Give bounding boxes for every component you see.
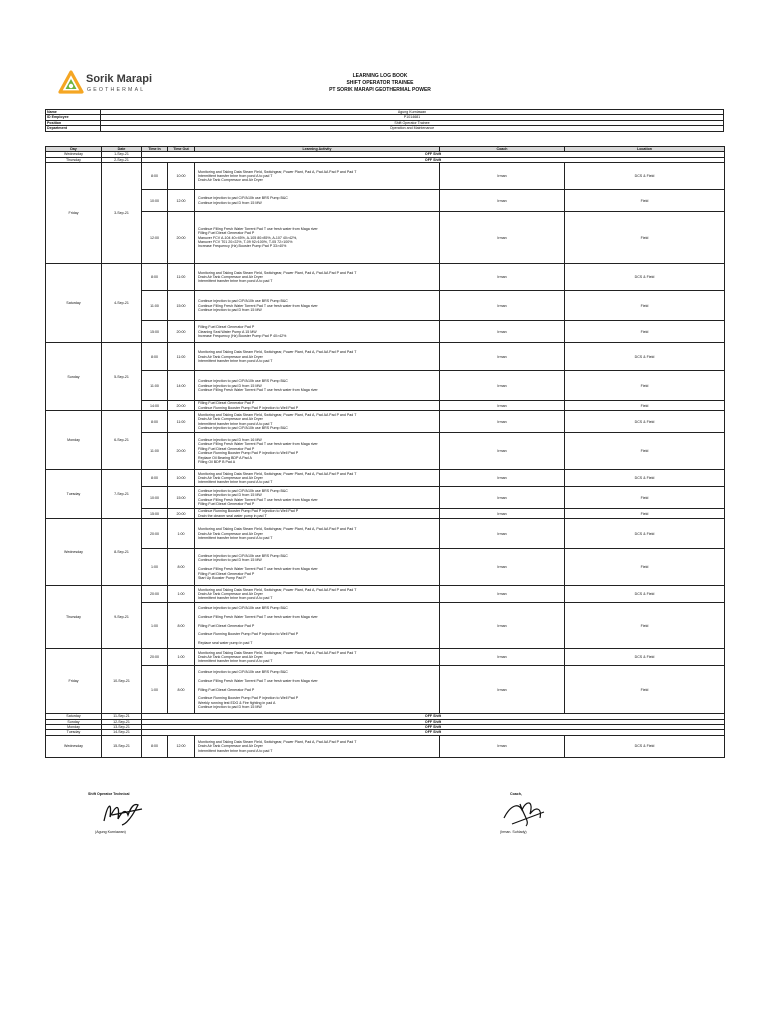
activity-line: Continue Filling Fresh Water Torrent Pad T use fresh water from Maga river xyxy=(198,678,318,683)
time-in-cell: 1:00 xyxy=(142,603,168,649)
time-in-cell: 8:00 xyxy=(142,411,168,433)
coach-cell: Irman xyxy=(440,163,565,190)
coach-cell: Irman xyxy=(440,586,565,603)
location-cell: Field xyxy=(565,190,725,212)
activity-line: Manuver FCV T01 20>22%, T-09 92>100%, T-05 72>100% xyxy=(198,239,293,244)
activity-line: Monitoring and Taking Data Steam Field, Switchgear, Power Plant, Pad A, Pad AA Pad P and Pad T xyxy=(198,527,357,532)
activity-line: Continue Running Booster Pump Pad P injection to Well Pad P xyxy=(198,451,299,456)
time-out-cell: 8:00 xyxy=(168,603,195,649)
location-cell: Field xyxy=(565,603,725,649)
day-cell: Friday xyxy=(46,649,102,714)
activity-cell xyxy=(195,264,440,291)
header-time-out: Time Out xyxy=(168,147,195,152)
activity-line: Continue Running Booster Pump Pad P injection to Well Pad P xyxy=(198,696,299,701)
date-cell: 6-Sep-21 xyxy=(102,411,142,470)
activity-line: Continue injection to pad D from 15 MW xyxy=(198,307,262,312)
activity-line: Drain Air Tank Compressor and Air Dryer xyxy=(198,592,263,597)
activity-line: Continue Filling Fresh Water Torrent Pad T use fresh water from Maga river xyxy=(198,442,318,447)
activity-line: Intermittent transfer brine from pond A to pad T xyxy=(198,535,273,540)
header-time-in: Time In xyxy=(142,147,168,152)
table-row xyxy=(46,212,725,264)
info-label: Position xyxy=(46,120,101,125)
activity-cell xyxy=(195,519,440,549)
activity-line: Intermittent transfer brine from pond A to pad T xyxy=(198,279,273,284)
time-in-cell: 20:00 xyxy=(142,519,168,549)
activity-line: Drain Air Tank Compressor and Air Dryer xyxy=(198,655,263,660)
location-cell: Field xyxy=(565,321,725,343)
time-in-cell: 11:00 xyxy=(142,433,168,470)
table-row xyxy=(46,321,725,343)
activity-cell xyxy=(195,411,440,433)
day-cell: Friday xyxy=(46,163,102,264)
table-row xyxy=(46,666,725,714)
day-cell: Wednesday xyxy=(46,519,102,586)
activity-cell xyxy=(195,735,440,757)
time-in-cell: 8:00 xyxy=(142,735,168,757)
activity-line: Continue injection to pad D from 15 MW xyxy=(198,383,262,388)
activity-line: Increase Frequency (Hz) Booster Pump Pad P 33>40% xyxy=(198,244,287,249)
location-cell: Field xyxy=(565,549,725,586)
table-row xyxy=(46,401,725,411)
info-label: Department xyxy=(46,126,101,131)
info-row xyxy=(46,126,724,131)
activity-line: Filling Fuel Diesel Generator Pad P xyxy=(198,231,255,236)
date-cell: 2-Sep-21 xyxy=(102,157,142,162)
date-cell: 15-Sep-21 xyxy=(102,735,142,757)
activity-cell xyxy=(195,371,440,401)
table-row xyxy=(46,586,725,603)
table-row xyxy=(46,519,725,549)
coach-cell: Irman xyxy=(440,371,565,401)
activity-cell xyxy=(195,509,440,519)
location-cell: Field xyxy=(565,487,725,509)
date-cell: 9-Sep-21 xyxy=(102,586,142,649)
time-in-cell: 1:00 xyxy=(142,666,168,714)
activity-line: Intermittent transfer brine from pond A to pad T xyxy=(198,480,273,485)
coach-cell: Irman xyxy=(440,603,565,649)
activity-line: Monitoring and Taking Data Steam Field, Switchgear, Power Plant, Pad A, Pad AA Pad P and Pad T xyxy=(198,471,357,476)
off-shift-cell: OFF Shift xyxy=(142,719,725,724)
activity-line: Continue injection to pad D from 15 MW xyxy=(198,200,262,205)
activity-line: Monitoring and Taking Data Steam Field, Switchgear, Power Plant, Pad A, Pad AA Pad P and Pad T xyxy=(198,739,357,744)
day-cell: Saturday xyxy=(46,264,102,343)
header-coach: Coach xyxy=(440,147,565,152)
header-date: Date xyxy=(102,147,142,152)
coach-cell: Irman xyxy=(440,411,565,433)
info-label: Name xyxy=(46,110,101,115)
activity-line: Monitoring and Taking Data Steam Field, Switchgear, Power Plant, Pad A, Pad AA Pad P and Pad T xyxy=(198,270,357,275)
activity-line: Intermittent transfer brine from pond A to pad T xyxy=(198,358,273,363)
activity-line: Continue Filling Fresh Water Torrent Pad T use fresh water from Maga river xyxy=(198,614,318,619)
off-shift-cell: OFF Shift xyxy=(142,730,725,735)
date-cell: 7-Sep-21 xyxy=(102,470,142,519)
activity-line: Filling Fuel Diesel Generator Pad P xyxy=(198,502,255,507)
coach-cell: Irman xyxy=(440,509,565,519)
day-cell: Wednesday xyxy=(46,735,102,757)
time-in-cell: 8:00 xyxy=(142,264,168,291)
activity-line: Drain Air Tank Compressor and Air Dryer xyxy=(198,178,263,183)
activity-line: Cleaning Seal Water Pump A 15 MW xyxy=(198,329,257,334)
time-in-cell: 11:00 xyxy=(142,371,168,401)
coach-cell: Irman xyxy=(440,401,565,411)
right-signature-icon xyxy=(500,796,550,830)
table-row xyxy=(46,433,725,470)
day-cell: Thursday xyxy=(46,586,102,649)
coach-cell: Irman xyxy=(440,649,565,666)
time-out-cell: 10:00 xyxy=(168,163,195,190)
coach-cell: Irman xyxy=(440,291,565,321)
time-out-cell: 12:00 xyxy=(168,735,195,757)
day-cell: Monday xyxy=(46,725,102,730)
activity-cell xyxy=(195,343,440,371)
table-row xyxy=(46,264,725,291)
location-cell: DCS & Field xyxy=(565,586,725,603)
time-in-cell: 15:00 xyxy=(142,509,168,519)
activity-line: Intermittent transfer brine from pond A to pad T xyxy=(198,421,273,426)
activity-line: Continue Running Booster Pump Pad P injection to Well Pad P xyxy=(198,509,299,514)
brand-name: Sorik Marapi xyxy=(86,73,153,85)
left-signature-title: Shift Operator Technical xyxy=(88,792,130,796)
right-signature-title: Coach, xyxy=(510,792,522,796)
left-signature-name: (Agung Kurniawan) xyxy=(95,830,126,834)
table-row xyxy=(46,371,725,401)
coach-cell: Irman xyxy=(440,433,565,470)
time-in-cell: 12:00 xyxy=(142,212,168,264)
activity-line: Monitoring and Taking Data Steam Field, Switchgear, Power Plant, Pad A, Pad AA Pad P and Pad T xyxy=(198,650,357,655)
info-value: Operation and Maintenance xyxy=(101,126,724,131)
activity-line: Intermittent transfer brine from pond A to pad T xyxy=(198,748,273,753)
time-out-cell: 20:00 xyxy=(168,401,195,411)
sorik-marapi-logo-icon xyxy=(58,70,84,96)
date-cell: 5-Sep-21 xyxy=(102,343,142,411)
activity-cell xyxy=(195,401,440,411)
time-in-cell: 20:00 xyxy=(142,586,168,603)
activity-line: Drain Air Tank Compressor and Air Dryer xyxy=(198,476,263,481)
activity-line: Drain the cleaner seal water pump in pad T xyxy=(198,513,267,518)
activity-line: Continue injection to pad D from 15 MW xyxy=(198,558,262,563)
company-logo xyxy=(58,70,168,100)
brand-subtitle: GEOTHERMAL xyxy=(87,87,146,93)
date-cell: 11-Sep-21 xyxy=(102,714,142,719)
time-out-cell: 11:00 xyxy=(168,411,195,433)
coach-cell: Irman xyxy=(440,487,565,509)
coach-cell: Irman xyxy=(440,321,565,343)
location-cell: Field xyxy=(565,666,725,714)
coach-cell: Irman xyxy=(440,343,565,371)
activity-cell xyxy=(195,470,440,487)
location-cell: DCS & Field xyxy=(565,343,725,371)
location-cell: DCS & Field xyxy=(565,649,725,666)
day-cell: Monday xyxy=(46,411,102,470)
header-day: Day xyxy=(46,147,102,152)
activity-cell xyxy=(195,321,440,343)
day-cell: Sunday xyxy=(46,719,102,724)
date-cell: 14-Sep-21 xyxy=(102,730,142,735)
table-row xyxy=(46,735,725,757)
activity-cell xyxy=(195,212,440,264)
activity-line: Continue injection to pad D from 16 MW xyxy=(198,438,262,442)
activity-line: Drain Air Tank Compressor and Air Dryer xyxy=(198,354,263,359)
activity-line: Monitoring and Taking Data Steam Field, Switchgear, Power Plant, Pad A, Pad AA Pad P and Pad T xyxy=(198,169,357,174)
activity-line: Replace seal water pump in pad T xyxy=(198,641,253,646)
time-out-cell: 11:00 xyxy=(168,343,195,371)
time-out-cell: 20:00 xyxy=(168,212,195,264)
activity-cell xyxy=(195,649,440,666)
activity-line: Intermittent transfer brine from pond A to pad T xyxy=(198,596,273,601)
date-cell: 10-Sep-21 xyxy=(102,649,142,714)
activity-line: Filling Fuel Diesel Generator Pad P xyxy=(198,446,255,451)
company-title: PT SORIK MARAPI GEOTHERMAL POWER xyxy=(329,87,431,93)
activity-line: Manuver FCV A-104 40>45%, A-105 80>85%, A-107 40>42%, xyxy=(198,235,298,240)
location-cell: DCS & Field xyxy=(565,735,725,757)
time-in-cell: 20:00 xyxy=(142,649,168,666)
activity-cell xyxy=(195,666,440,714)
time-out-cell: 1:00 xyxy=(168,519,195,549)
coach-cell: Irman xyxy=(440,666,565,714)
activity-line: Replace Oil Bearing BDP A Pad A xyxy=(198,455,252,460)
table-row xyxy=(46,343,725,371)
day-cell: Sunday xyxy=(46,343,102,411)
table-row xyxy=(46,549,725,586)
coach-cell: Irman xyxy=(440,264,565,291)
activity-line: Continue injection to pad C/P/A10b use BRS Pump B&C xyxy=(198,488,288,493)
activity-line: Continue injection to pad C/P/A10b use BRS Pump B&C xyxy=(198,426,288,431)
location-cell: Field xyxy=(565,371,725,401)
location-cell: Field xyxy=(565,401,725,411)
activity-line: Intermittent transfer brine from pond A to pad T xyxy=(198,174,273,179)
document-title-block xyxy=(250,73,510,94)
time-out-cell: 15:00 xyxy=(168,487,195,509)
time-in-cell: 11:00 xyxy=(142,291,168,321)
activity-line: Continue injection to pad C/P/A10b use BRS Pump B&C xyxy=(198,554,288,558)
time-out-cell: 1:00 xyxy=(168,586,195,603)
coach-cell: Irman xyxy=(440,470,565,487)
time-out-cell: 12:00 xyxy=(168,190,195,212)
time-in-cell: 8:00 xyxy=(142,163,168,190)
location-cell: DCS & Field xyxy=(565,264,725,291)
activity-line: Continue injection to pad C/P/A10b use BRS Pump B&C xyxy=(198,605,288,610)
activity-line: Continue Running Booster Pump Pad P injection to Well Pad P xyxy=(198,405,299,410)
activity-cell xyxy=(195,433,440,470)
day-cell: Tuesday xyxy=(46,470,102,519)
activity-line: Filling Fuel Diesel Generator Pad P xyxy=(198,571,255,576)
activity-line: Continue Filling Fresh Water Torrent Pad T use fresh water from Maga river xyxy=(198,226,318,231)
table-row xyxy=(46,487,725,509)
day-cell: Wednesday xyxy=(46,152,102,157)
table-row xyxy=(46,163,725,190)
activity-cell xyxy=(195,586,440,603)
info-label: ID Employee xyxy=(46,115,101,120)
activity-line: Continue Filling Fresh Water Torrent Pad T use fresh water from Maga river xyxy=(198,303,318,308)
activity-cell xyxy=(195,163,440,190)
activity-line: Increase Frequency (Hz) Booster Pump Pad P 40>42% xyxy=(198,333,287,338)
activity-line: Filling Fuel Diesel Generator Pad P xyxy=(198,401,255,406)
activity-line: Continue injection to pad D from 15 MW xyxy=(198,493,262,498)
coach-cell: Irman xyxy=(440,519,565,549)
activity-cell xyxy=(195,291,440,321)
time-out-cell: 20:00 xyxy=(168,509,195,519)
activity-line: Monitoring and Taking Data Steam Field, Switchgear, Power Plant, Pad A, Pad AA Pad P and Pad T xyxy=(198,412,357,417)
time-out-cell: 20:00 xyxy=(168,433,195,470)
date-cell: 3-Sep-21 xyxy=(102,163,142,264)
time-out-cell: 14:00 xyxy=(168,371,195,401)
activity-line: Continue injection to pad C/P/A10b use BRS Pump B&C xyxy=(198,299,288,304)
activity-cell xyxy=(195,549,440,586)
activity-line: Continue Filling Fresh Water Torrent Pad T use fresh water from Maga river xyxy=(198,567,318,572)
header-learning-activity: Learning Activity xyxy=(195,147,440,152)
date-cell: 8-Sep-21 xyxy=(102,519,142,586)
time-in-cell: 8:00 xyxy=(142,343,168,371)
learning-log-table xyxy=(45,146,725,758)
location-cell: Field xyxy=(565,509,725,519)
time-out-cell: 20:00 xyxy=(168,321,195,343)
activity-line: Monitoring and Taking Data Steam Field, Switchgear, Power Plant, Pad A, Pad AA Pad P and Pad T xyxy=(198,350,357,355)
off-shift-cell: OFF Shift xyxy=(142,157,725,162)
time-in-cell: 8:00 xyxy=(142,470,168,487)
time-out-cell: 1:00 xyxy=(168,649,195,666)
location-cell: Field xyxy=(565,433,725,470)
activity-line: Continue Filling Fresh Water Torrent Pad T use fresh water from Maga river xyxy=(198,387,318,392)
info-value: Agung Kurniawan xyxy=(101,110,724,115)
activity-line: Filling Fuel Diesel Generator Pad P xyxy=(198,687,255,692)
coach-cell: Irman xyxy=(440,735,565,757)
table-row xyxy=(46,603,725,649)
date-cell: 13-Sep-21 xyxy=(102,725,142,730)
date-cell: 12-Sep-21 xyxy=(102,719,142,724)
activity-line: Drain Air Tank Compressor and Air Dryer xyxy=(198,531,263,536)
activity-line: Start Up Booster Pump Pad P xyxy=(198,576,246,581)
table-body xyxy=(46,152,725,757)
left-signature-icon xyxy=(98,797,148,829)
coach-cell: Irman xyxy=(440,549,565,586)
activity-line: Weekly running test EDG & Fire fighting in pad A xyxy=(198,700,276,705)
activity-line: Drain Air Tank Compressor and Air Dryer xyxy=(198,417,263,422)
activity-line: Continue injection to pad C/P/A10b use BRS Pump B&C xyxy=(198,379,288,384)
time-in-cell: 15:00 xyxy=(142,321,168,343)
activity-line: Drain Air Tank Compressor and Air Dryer xyxy=(198,275,263,280)
info-value: P1014681 xyxy=(101,115,724,120)
location-cell: Field xyxy=(565,291,725,321)
activity-line: Continue injection to pad C/P/A10b use BRS Pump B&C xyxy=(198,669,288,674)
info-value: Shift Operator Trainee xyxy=(101,120,724,125)
employee-info-table xyxy=(45,109,724,132)
document-title: LEARNING LOG BOOK xyxy=(352,73,408,79)
activity-line: Intermittent transfer brine from pond A to pad T xyxy=(198,659,273,664)
activity-line: Filling Oil BDP B Pad A xyxy=(198,460,236,465)
time-in-cell: 14:00 xyxy=(142,401,168,411)
time-in-cell: 10:00 xyxy=(142,190,168,212)
date-cell: 1-Sep-21 xyxy=(102,152,142,157)
document-subtitle: SHIFT OPERATOR TRAINEE xyxy=(346,80,414,86)
activity-line: Continue injection to pad C/P/A10b use BRS Pump B&C xyxy=(198,196,288,201)
location-cell: DCS & Field xyxy=(565,163,725,190)
activity-cell xyxy=(195,603,440,649)
time-out-cell: 15:00 xyxy=(168,291,195,321)
location-cell: DCS & Field xyxy=(565,519,725,549)
location-cell: DCS & Field xyxy=(565,470,725,487)
location-cell: Field xyxy=(565,212,725,264)
coach-cell: Irman xyxy=(440,212,565,264)
time-out-cell: 8:00 xyxy=(168,549,195,586)
table-row xyxy=(46,649,725,666)
coach-cell: Irman xyxy=(440,190,565,212)
activity-line: Filling Fuel Diesel Generator Pad P xyxy=(198,623,255,628)
time-out-cell: 10:00 xyxy=(168,470,195,487)
right-signature-name: (Irman. Suhlady) xyxy=(500,830,527,834)
activity-cell xyxy=(195,190,440,212)
day-cell: Tuesday xyxy=(46,730,102,735)
day-cell: Saturday xyxy=(46,714,102,719)
table-row xyxy=(46,470,725,487)
table-row xyxy=(46,291,725,321)
activity-line: Filling Fuel Diesel Generator Pad P xyxy=(198,325,255,330)
time-out-cell: 8:00 xyxy=(168,666,195,714)
day-cell: Thursday xyxy=(46,157,102,162)
activity-cell xyxy=(195,487,440,509)
activity-line: Monitoring and Taking Data Steam Field, Switchgear, Power Plant, Pad A, Pad AA Pad P and Pad T xyxy=(198,587,357,592)
table-row xyxy=(46,411,725,433)
time-in-cell: 10:00 xyxy=(142,487,168,509)
table-row xyxy=(46,509,725,519)
off-shift-cell: OFF Shift xyxy=(142,152,725,157)
time-out-cell: 11:00 xyxy=(168,264,195,291)
activity-line: Continue Filling Fresh Water Torrent Pad T use fresh water from Maga river xyxy=(198,497,318,502)
off-shift-cell: OFF Shift xyxy=(142,725,725,730)
activity-line: Drain Air Tank Compressor and Air Dryer xyxy=(198,744,263,749)
activity-line: Continue Running Booster Pump Pad P injection to Well Pad P xyxy=(198,632,299,637)
time-in-cell: 1:00 xyxy=(142,549,168,586)
activity-line: Continue injection to pad D from 15 MW xyxy=(198,705,262,710)
off-shift-cell: OFF Shift xyxy=(142,714,725,719)
header-location: Location xyxy=(565,147,725,152)
date-cell: 4-Sep-21 xyxy=(102,264,142,343)
table-row xyxy=(46,190,725,212)
location-cell: DCS & Field xyxy=(565,411,725,433)
